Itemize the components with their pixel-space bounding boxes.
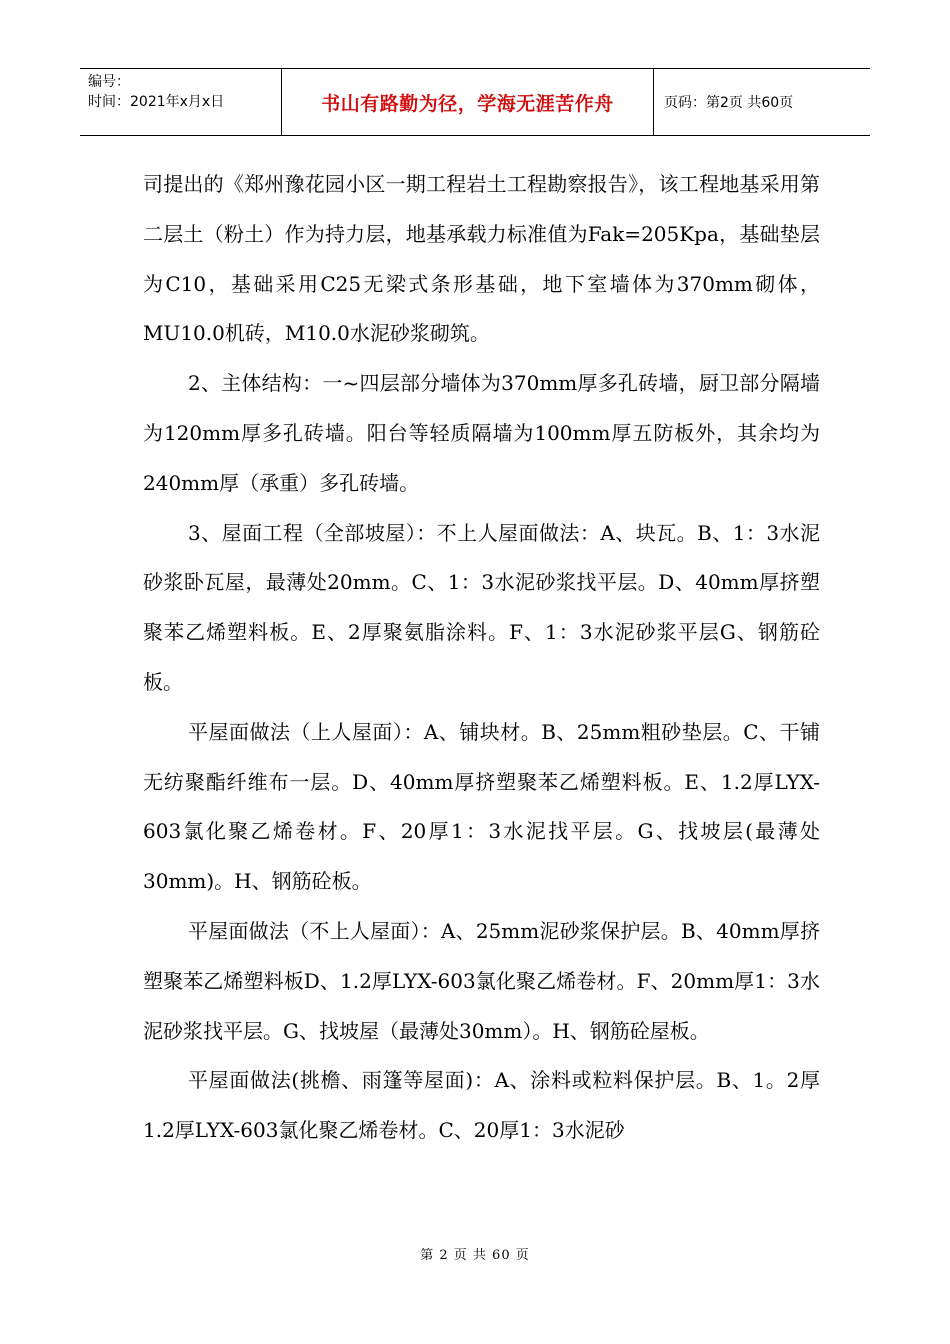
paragraph: 平屋面做法(挑檐、雨篷等屋面)：A、涂料或粒料保护层。B、1。2厚1.2厚LYX-603氯化聚乙烯卷材。C、20厚1：3水泥砂 <box>143 1068 820 1143</box>
header-meta <box>80 69 282 135</box>
paragraph: 3、屋面工程（全部坡屋）：不上人屋面做法：A、块瓦。B、1：3水泥砂浆卧瓦屋，最薄处20mm。C、1：3水泥砂浆找平层。D、40mm厚挤塑聚苯乙烯塑料板。E、2厚聚氨脂涂料。F、1：3水泥砂浆平层G、钢筋砼板。 <box>143 520 820 694</box>
paragraph: 平屋面做法（上人屋面）：A、铺块材。B、25mm粗砂垫层。C、干铺无纺聚酯纤维布一层。D、40mm厚挤塑聚苯乙烯塑料板。E、1.2厚LYX-603氯化聚乙烯卷材。F、20厚1：3水泥找平层。G、找坡层(最薄处30mm)。H、钢筋砼板。 <box>143 719 820 894</box>
page-header <box>80 68 870 136</box>
paragraph: 平屋面做法（不上人屋面）：A、25mm泥砂浆保护层。B、40mm厚挤塑聚苯乙烯塑料板D、1.2厚LYX-603氯化聚乙烯卷材。F、20mm厚1：3水泥砂浆找平层。G、找坡屋（最薄处30mm）。H、钢筋砼屋板。 <box>143 918 820 1043</box>
time-label: 时间：2021年x月x日 <box>88 94 225 110</box>
number-label: 编号： <box>88 74 130 90</box>
paragraph: 司提出的《郑州豫花园小区一期工程岩土工程勘察报告》，该工程地基采用第二层土（粉土）作为持力层，地基承载力标准值为Fak=205Kpa，基础垫层为C10，基础采用C25无梁式条形基础，地下室墙体为370mm砌体，MU10.0机砖，M10.0水泥砂浆砌筑。 <box>143 172 820 346</box>
page-footer: 第 2 页 共 60 页 <box>420 1248 530 1263</box>
header-page-info: 页码：第2页 共60页 <box>664 95 794 111</box>
document-body <box>143 160 820 1156</box>
header-motto: 书山有路勤为径，学海无涯苦作舟 <box>282 69 654 135</box>
paragraph: 2、主体结构：一~四层部分墙体为370mm厚多孔砖墙，厨卫部分隔墙为120mm厚多孔砖墙。阳台等轻质隔墙为100mm厚五防板外，其余均为240mm厚（承重）多孔砖墙。 <box>143 371 820 495</box>
